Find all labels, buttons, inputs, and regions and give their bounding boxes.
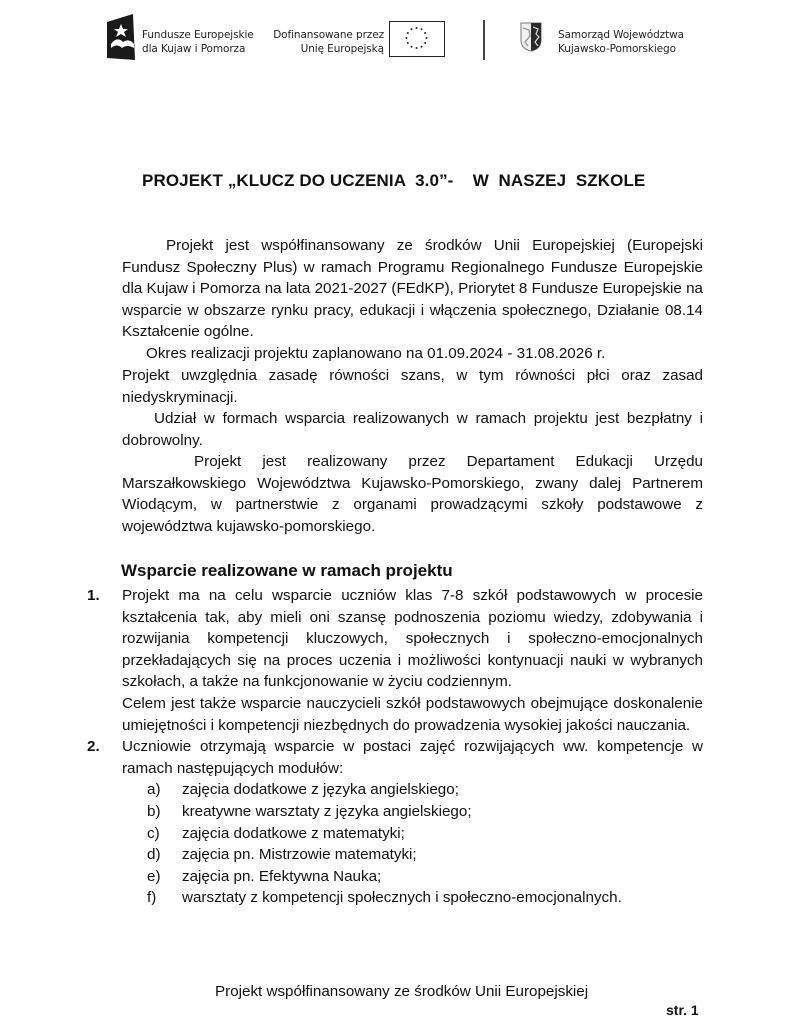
- module-item: [87, 801, 703, 823]
- module-marker: b): [147, 802, 161, 820]
- fundusze-europejskie-logo-icon: [107, 14, 135, 60]
- module-text: warsztaty z kompetencji społecznych i społeczno-emocjonalnych.: [182, 889, 622, 907]
- cofinanced-text: [272, 28, 384, 56]
- module-text: kreatywne warsztaty z języka angielskiego;: [182, 802, 472, 820]
- list-item: [87, 736, 703, 779]
- module-item: [87, 866, 703, 888]
- module-text: zajęcia dodatkowe z języka angielskiego;: [182, 781, 459, 799]
- footer-text: Projekt współfinansowany ze środków Unii Europejskiej: [215, 983, 589, 1000]
- list-item-text-2: Celem jest także wsparcie nauczycieli szkół podstawowych obejmujące doskonalenie umiejętności i kompetencji niezbędnych do prowadzenia wysokiej jakości nauczania.: [122, 694, 703, 734]
- module-text: zajęcia dodatkowe z matematyki;: [182, 824, 405, 842]
- module-text: zajęcia pn. Mistrzowie matematyki;: [182, 846, 417, 864]
- module-item: [87, 779, 703, 801]
- support-list: [87, 585, 703, 909]
- cofinanced-line1: Dofinansowane przez: [273, 29, 384, 41]
- section-heading: Wsparcie realizowane w ramach projektu: [121, 561, 453, 580]
- coat-of-arms-icon: [520, 22, 542, 52]
- document-title: PROJEKT „KLUCZ DO UCZENIA 3.0”- W NASZEJ SZKOLE: [142, 171, 646, 190]
- region-logo-text: [558, 28, 684, 56]
- eu-flag-icon: [389, 21, 445, 57]
- list-marker: 1.: [87, 587, 100, 604]
- fe-logo-line1: Fundusze Europejskie: [142, 29, 254, 41]
- logo-bar: [0, 14, 800, 66]
- list-item: [87, 585, 703, 736]
- paragraph-period: Okres realizacji projektu zaplanowano na 01.09.2024 - 31.08.2026 r.: [146, 345, 606, 362]
- module-marker: e): [147, 867, 161, 885]
- module-item: [87, 887, 703, 909]
- module-marker: d): [147, 846, 161, 864]
- module-item: [87, 844, 703, 866]
- page-number: str. 1: [666, 1002, 699, 1018]
- module-marker: a): [147, 781, 161, 799]
- paragraph-participation: Udział w formach wsparcia realizowanych w ramach projektu jest bezpłatny i dobrowolny.: [122, 410, 703, 449]
- list-item-text: Uczniowie otrzymają wsparcie w postaci zajęć rozwijających ww. kompetencje w ramach następujących modułów:: [122, 738, 703, 777]
- region-logo-line1: Samorząd Województwa: [558, 29, 684, 41]
- cofinanced-line2: Unię Europejską: [300, 43, 384, 55]
- paragraph-equality: Projekt uwzględnia zasadę równości szans, w tym równości płci oraz zasad niedyskryminacji.: [122, 367, 703, 406]
- list-item-text: Projekt ma na celu wsparcie uczniów klas 7-8 szkół podstawowych w procesie kształcenia tak, aby mieli oni szansę podnoszenia poziomu wiedzy, zdobywania i rozwijania kompetencji kluczowych, społecznych i społeczno-emocjonalnych przekładających się na proces uczenia i możliwości kontynuacji nauki w wybranych szkołach, a także na funkcjonowanie w życiu codziennym.: [122, 587, 703, 691]
- fe-logo-text: [142, 28, 254, 56]
- modules-list: [87, 779, 703, 909]
- module-marker: f): [147, 889, 157, 907]
- fe-logo-line2: dla Kujaw i Pomorza: [142, 43, 246, 55]
- module-marker: c): [147, 824, 160, 842]
- list-marker: 2.: [87, 738, 100, 756]
- paragraph-funding: Projekt jest współfinansowany ze środków Unii Europejskiej (Europejski Fundusz Społeczny Plus) w ramach Programu Regionalnego Fundusze Europejskie dla Kujaw i Pomorza na lata 2021-2027 (FEdKP), Priorytet 8 Fundusze Europejskie na wsparcie w obszarze rynku pracy, edukacji i włączenia społecznego, Działanie 08.14 Kształcenie ogólne.: [122, 237, 703, 341]
- region-logo-line2: Kujawsko-Pomorskiego: [558, 43, 676, 55]
- logo-divider: [483, 20, 485, 60]
- module-text: zajęcia pn. Efektywna Nauka;: [182, 867, 382, 885]
- module-item: [87, 823, 703, 845]
- paragraph-implementer: Projekt jest realizowany przez Departament Edukacji Urzędu Marszałkowskiego Województwa Kujawsko-Pomorskiego, zwany dalej Partnerem Wiodącym, w partnerstwie z organami prowadzącymi szkoły podstawowe z województwa kujawsko-pomorskiego.: [122, 453, 703, 535]
